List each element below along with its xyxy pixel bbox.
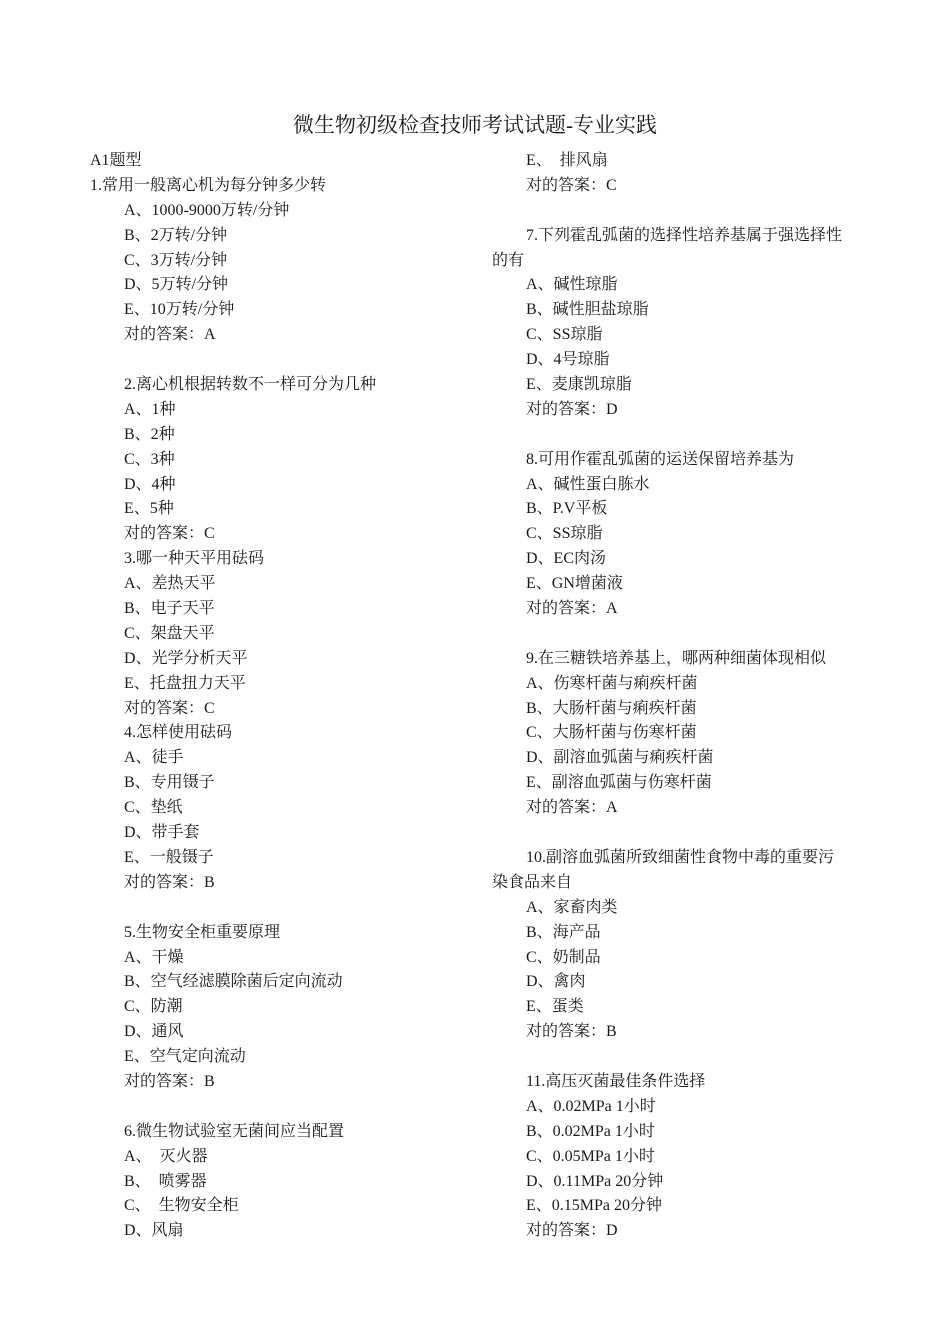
left-column bbox=[90, 149, 490, 1244]
question-stem: 6.微生物试验室无菌间应当配置 bbox=[124, 1122, 345, 1140]
question-3 bbox=[90, 547, 490, 721]
option-a: A、徒手 bbox=[124, 749, 184, 767]
option-d: D、风扇 bbox=[124, 1222, 184, 1240]
option-e: E、蛋类 bbox=[526, 998, 584, 1016]
question-7 bbox=[492, 224, 872, 423]
option-b: B、2种 bbox=[124, 425, 175, 443]
option-a: A、家畜肉类 bbox=[526, 898, 618, 916]
option-c: C、大肠杆菌与伤寒杆菌 bbox=[526, 724, 697, 742]
option-a: A、碱性蛋白胨水 bbox=[526, 475, 650, 493]
option-c: C、SS琼脂 bbox=[526, 326, 603, 344]
option-b: B、0.02MPa 1小时 bbox=[526, 1122, 655, 1140]
answer: 对的答案：C bbox=[526, 176, 617, 194]
question-stem: 8.可用作霍乱弧菌的运送保留培养基为 bbox=[526, 450, 795, 468]
option-d: D、4号琼脂 bbox=[526, 351, 610, 369]
question-stem-wrap: 的有 bbox=[492, 251, 525, 269]
option-c: C、3万转/分钟 bbox=[124, 251, 228, 269]
option-b: B、碱性胆盐琼脂 bbox=[526, 301, 649, 319]
option-c: C、SS琼脂 bbox=[526, 525, 603, 543]
question-stem: 11.高压灭菌最佳条件选择 bbox=[526, 1072, 706, 1090]
option-d: D、4种 bbox=[124, 475, 176, 493]
question-stem: 1.常用一般离心机为每分钟多少转 bbox=[90, 176, 327, 194]
option-e: E、一般镊子 bbox=[124, 848, 214, 866]
option-e: E、麦康凯琼脂 bbox=[526, 376, 632, 394]
option-d: D、光学分析天平 bbox=[124, 649, 248, 667]
question-9 bbox=[492, 647, 872, 821]
option-e: E、托盘扭力天平 bbox=[124, 674, 246, 692]
question-stem: 7.下列霍乱弧菌的选择性培养基属于强选择性 bbox=[526, 226, 843, 244]
option-d: D、通风 bbox=[124, 1023, 184, 1041]
question-stem: 4.怎样使用砝码 bbox=[124, 724, 233, 742]
option-c: C、架盘天平 bbox=[124, 624, 215, 642]
question-5 bbox=[90, 921, 490, 1095]
answer: 对的答案：A bbox=[124, 326, 216, 344]
option-d: D、EC肉汤 bbox=[526, 550, 607, 568]
option-d: D、带手套 bbox=[124, 824, 200, 842]
answer: 对的答案：C bbox=[124, 699, 215, 717]
question-4 bbox=[90, 721, 490, 895]
option-b: B、专用镊子 bbox=[124, 774, 215, 792]
option-e: E、0.15MPa 20分钟 bbox=[526, 1197, 663, 1215]
option-a: A、碱性琼脂 bbox=[526, 276, 618, 294]
option-b: B、2万转/分钟 bbox=[124, 226, 228, 244]
option-b: B、P.V平板 bbox=[526, 500, 608, 518]
option-b: B、海产品 bbox=[526, 923, 601, 941]
answer: 对的答案：A bbox=[526, 600, 618, 618]
option-d: D、5万转/分钟 bbox=[124, 276, 229, 294]
option-a: A、差热天平 bbox=[124, 575, 216, 593]
option-b: B、 喷雾器 bbox=[124, 1172, 207, 1190]
option-c: C、防潮 bbox=[124, 998, 183, 1016]
question-stem: 5.生物安全柜重要原理 bbox=[124, 923, 281, 941]
option-c: C、3种 bbox=[124, 450, 175, 468]
option-e: E、空气定向流动 bbox=[124, 1048, 246, 1066]
right-column bbox=[492, 149, 872, 1244]
section-heading: A1题型 bbox=[90, 152, 142, 169]
option-a: A、干燥 bbox=[124, 948, 184, 966]
question-11 bbox=[492, 1070, 872, 1244]
answer: 对的答案：A bbox=[526, 799, 618, 817]
question-stem: 9.在三糖铁培养基上，哪两种细菌体现相似 bbox=[526, 649, 827, 667]
option-a: A、1种 bbox=[124, 400, 176, 418]
option-c: C、垫纸 bbox=[124, 799, 183, 817]
option-b: B、电子天平 bbox=[124, 600, 215, 618]
option-b: B、大肠杆菌与痢疾杆菌 bbox=[526, 699, 697, 717]
document-title: 微生物初级检查技师考试试题-专业实践 bbox=[293, 113, 657, 137]
question-stem-wrap: 染食品来自 bbox=[492, 873, 573, 891]
option-e: E、 排风扇 bbox=[526, 152, 608, 169]
answer: 对的答案：C bbox=[124, 525, 215, 543]
question-stem: 2.离心机根据转数不一样可分为几种 bbox=[124, 376, 377, 394]
question-6-continued bbox=[492, 149, 872, 199]
option-d: D、0.11MPa 20分钟 bbox=[526, 1172, 664, 1190]
option-d: D、副溶血弧菌与痢疾杆菌 bbox=[526, 749, 714, 767]
option-c: C、奶制品 bbox=[526, 948, 601, 966]
option-a: A、0.02MPa 1小时 bbox=[526, 1097, 656, 1115]
question-stem: 3.哪一种天平用砝码 bbox=[124, 550, 265, 568]
option-b: B、空气经滤膜除菌后定向流动 bbox=[124, 973, 343, 991]
question-6 bbox=[90, 1120, 490, 1244]
answer: 对的答案：D bbox=[526, 400, 618, 418]
option-c: C、0.05MPa 1小时 bbox=[526, 1147, 655, 1165]
answer: 对的答案：D bbox=[526, 1222, 618, 1240]
option-e: E、副溶血弧菌与伤寒杆菌 bbox=[526, 774, 712, 792]
answer: 对的答案：B bbox=[124, 1072, 215, 1090]
answer: 对的答案：B bbox=[124, 873, 215, 891]
question-stem: 10.副溶血弧菌所致细菌性食物中毒的重要污 bbox=[526, 848, 835, 866]
option-a: A、1000-9000万转/分钟 bbox=[124, 201, 290, 219]
option-d: D、禽肉 bbox=[526, 973, 586, 991]
option-c: C、 生物安全柜 bbox=[124, 1197, 239, 1215]
option-e: E、10万转/分钟 bbox=[124, 301, 235, 319]
option-e: E、GN增菌液 bbox=[526, 575, 623, 593]
question-8 bbox=[492, 448, 872, 622]
option-e: E、5种 bbox=[124, 500, 174, 518]
option-a: A、 灭火器 bbox=[124, 1147, 208, 1165]
option-a: A、伤寒杆菌与痢疾杆菌 bbox=[526, 674, 698, 692]
question-10 bbox=[492, 846, 872, 1045]
question-1 bbox=[90, 174, 490, 348]
answer: 对的答案：B bbox=[526, 1023, 617, 1041]
question-2 bbox=[90, 373, 490, 547]
